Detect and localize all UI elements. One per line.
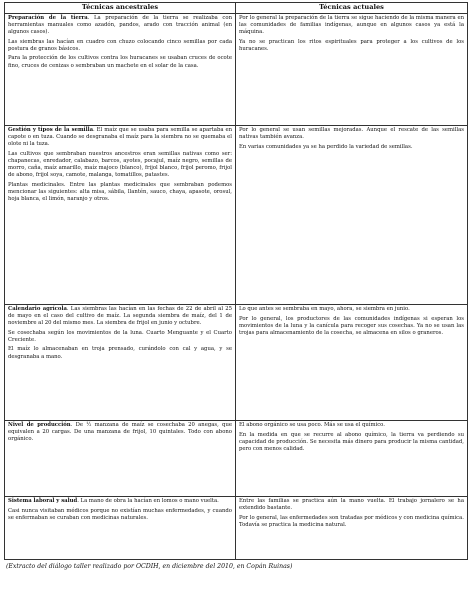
cell-actual — [236, 421, 468, 497]
header-ancestral: Técnicas ancestrales — [5, 3, 236, 14]
topic-heading: Gestión y tipos de la semilla — [8, 127, 94, 133]
source-caption: (Extracto del diálogo taller realizado por OCDIH, en diciembre del 2010, en Copán Ruinas) — [6, 563, 293, 570]
paragraph: Para la protección de los cultivos contra los huracanes se usaban cruces de ocote fino, cruces de cenizas o sembraban un machete en el solar de la casa. — [8, 55, 232, 69]
cell-ancestral — [5, 14, 236, 126]
paragraph: Por lo general, los productores de las comunidades indígenas si esperan los movimientos de la luna y la canícula para recoger sus cosechas. Ya no se usan las trojas para almacenamiento de la cosecha, se almacena en silos o graneros. — [239, 315, 464, 336]
table-row — [5, 305, 468, 421]
topic-heading: Preparación de la tierra — [8, 15, 88, 21]
paragraph — [8, 422, 232, 443]
paragraph: Por lo general la preparación de la tierra se sigue haciendo de la misma manera en las comunidades de familias indígenas, aunque en algunos casos ya está la máquina. — [239, 15, 464, 36]
paragraph-text: . El maíz que se usaba para semilla se apartaba en capote o en tuza. Cuando se desgranaba el maíz para la siembra no se quemaba el olote ni la tuza. — [8, 127, 233, 148]
paragraph — [8, 127, 232, 148]
paragraph: Por lo general se usan semillas mejoradas. Aunque el rescate de las semillas nativas también avanza. — [239, 127, 464, 141]
paragraph: El abono orgánico se usa poco. Más se usa el químico. — [239, 422, 385, 428]
cell-actual — [236, 305, 468, 421]
paragraph: Plantas medicinales. Entre las plantas medicinales que sembraban podemos mencionar las siguientes: alta misa, sábila, llantén, sauco, chaya, apasote, orosul, hoja blanca, el limón, naranjo y otros. — [8, 181, 232, 202]
cell-actual — [236, 497, 468, 560]
cell-ancestral — [5, 421, 236, 497]
paragraph: Ya no se practican los ritos espirituales para proteger a los cultivos de los huracanes. — [239, 38, 464, 52]
paragraph: Se cosechaba según los movimientos de la luna. Cuarto Menguante y el Cuarto Creciente. — [8, 329, 232, 343]
paragraph: Casi nunca visitaban médicos porque no existían muchas enfermedades, y cuando se enfermaban se curaban con medicinas naturales. — [8, 507, 232, 521]
paragraph: Las cultivos que sembraban nuestros ancestros eran semillas nativas como ser: chapanecas, enredador, calabazo, barcos, ayotes, pocajul, maíz negro, semillas de morro, caña, maíz amarillo, maíz majoco (blanco), frijol blanco, frijol peromo, frijol de abono, frijol soya, camote, malanga, tomatillos, patastes. — [8, 150, 232, 179]
paragraph: Entre las familias se practica aún la mano vuelta. El trabajo jornalero se ha extendido bastante. — [239, 498, 464, 512]
paragraph-text: . Las siembras las hacían en las fechas de 22 de abril al 25 de mayo en el caso del cultivo de maíz. La segunda siembra de maíz, del 1 de noviembre al 20 del mismo mes. La siembra de frijol en junio y octubre. — [8, 306, 232, 327]
cell-ancestral — [5, 126, 236, 305]
paragraph-text: . De ½ manzana de maíz se cosechaba 20 anegas, que equivalen a 20 cargas. De una manzana de frijol, 10 quintales. Todo con abono orgánico. — [8, 422, 232, 443]
paragraph: Lo que antes se sembraba en mayo, ahora, se siembra en junio. — [239, 306, 410, 312]
paragraph: Las siembras las hacían en cuadro con chuzo colocando cinco semillas por cada postura de granos básicos. — [8, 38, 232, 52]
paragraph: En la medida en que se recurre al abono químico, la tierra va perdiendo su capacidad de producción. Se necesita más dinero para producir la misma cantidad, pero con menos calidad. — [239, 431, 464, 452]
table-row — [5, 14, 468, 126]
cell-ancestral — [5, 305, 236, 421]
paragraph: El maíz lo almacenaban en troja prensado, curándolo con cal y agua, y se desgranaba a mano. — [8, 346, 232, 360]
topic-heading: Sistema laboral y salud — [8, 498, 78, 504]
header-row — [5, 3, 468, 14]
cell-ancestral — [5, 497, 236, 560]
paragraph: En varias comunidades ya se ha perdido la variedad de semillas. — [239, 143, 413, 150]
cell-actual — [236, 14, 468, 126]
header-actual: Técnicas actuales — [236, 3, 468, 14]
topic-heading: Nivel de producción — [8, 422, 71, 428]
paragraph: Por lo general, las enfermedades son tratadas por médicos y con medicina química. Todavía se practica la medicina natural. — [239, 514, 464, 528]
comparison-table — [4, 2, 468, 560]
table-row — [5, 126, 468, 305]
paragraph-text: . La mano de obra la hacían en lomos o mano vuelta. — [77, 498, 219, 504]
document-page — [4, 2, 467, 571]
paragraph — [8, 306, 232, 327]
table-row — [5, 497, 468, 560]
paragraph-text: . La preparación de la tierra se realizaba con herramientas manuales como azadón, pandos, arado con tracción animal (en algunos casos). — [8, 15, 232, 36]
paragraph — [8, 498, 232, 505]
table-row — [5, 421, 468, 497]
paragraph — [8, 15, 232, 36]
cell-actual — [236, 126, 468, 305]
topic-heading: Calendario agrícola — [8, 306, 67, 312]
